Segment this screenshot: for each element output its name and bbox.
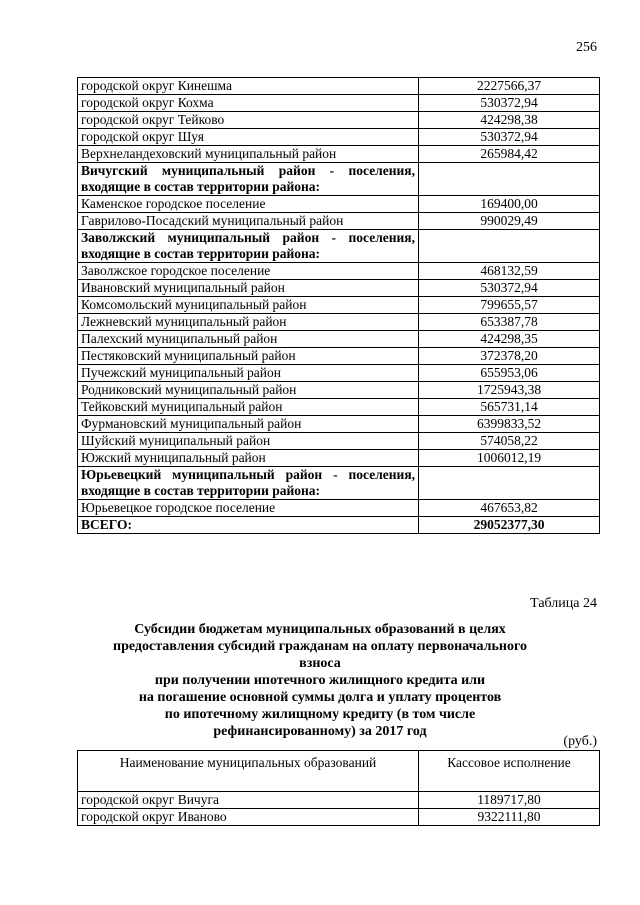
amount-value: 1189717,80	[419, 792, 600, 809]
table-row	[78, 196, 600, 213]
amount-value: 1725943,38	[419, 382, 600, 399]
municipality-name: Комсомольский муниципальный район	[78, 297, 419, 314]
table-row	[78, 314, 600, 331]
amount-value: 2227566,37	[419, 78, 600, 95]
table-row	[78, 382, 600, 399]
table-row	[78, 263, 600, 280]
table-row	[78, 500, 600, 517]
mortgage-subsidy-table-body	[78, 792, 600, 826]
amount-value: 424298,35	[419, 331, 600, 348]
amount-value: 530372,94	[419, 95, 600, 112]
table-title-line: рефинансированному) за 2017 год	[213, 724, 427, 739]
municipality-name: Вичугский муниципальный район - поселения, входящие в состав территории района:	[78, 163, 419, 196]
amount-value: 424298,38	[419, 112, 600, 129]
amount-value: 530372,94	[419, 129, 600, 146]
municipality-name: Верхнеландеховский муниципальный район	[78, 146, 419, 163]
municipality-name: городской округ Вичуга	[78, 792, 419, 809]
table-row	[78, 297, 600, 314]
amount-value: 655953,06	[419, 365, 600, 382]
municipality-name: Фурмановский муниципальный район	[78, 416, 419, 433]
page-number: 256	[576, 40, 597, 55]
municipality-name: Ивановский муниципальный район	[78, 280, 419, 297]
municipality-name: Шуйский муниципальный район	[78, 433, 419, 450]
amount-value: 467653,82	[419, 500, 600, 517]
amount-value: 372378,20	[419, 348, 600, 365]
table-row	[78, 348, 600, 365]
municipality-name: Юрьевецкое городское поселение	[78, 500, 419, 517]
amount-value: 9322111,80	[419, 809, 600, 826]
municipality-name: городской округ Кинешма	[78, 78, 419, 95]
header-cash-execution: Кассовое исполнение	[419, 751, 600, 792]
municipality-name: городской округ Кохма	[78, 95, 419, 112]
mortgage-subsidy-table	[77, 750, 600, 826]
table-row	[78, 467, 600, 500]
table-row	[78, 95, 600, 112]
municipality-name: Каменское городское поселение	[78, 196, 419, 213]
amount-value: 799655,57	[419, 297, 600, 314]
table-row	[78, 517, 600, 534]
municipality-name: ВСЕГО:	[78, 517, 419, 534]
amount-value	[419, 467, 600, 500]
municipality-name: Пучежский муниципальный район	[78, 365, 419, 382]
table-row	[78, 129, 600, 146]
table-row	[78, 213, 600, 230]
amount-value: 1006012,19	[419, 450, 600, 467]
amount-value: 530372,94	[419, 280, 600, 297]
table-title-line: Субсидии бюджетам муниципальных образований в целях	[134, 622, 506, 637]
municipality-name: Заволжское городское поселение	[78, 263, 419, 280]
amount-value: 29052377,30	[419, 517, 600, 534]
amount-value: 265984,42	[419, 146, 600, 163]
amount-value	[419, 230, 600, 263]
table-row	[78, 365, 600, 382]
table-title-line: при получении ипотечного жилищного кредита или	[154, 673, 486, 688]
table-title-line: на погашение основной суммы долга и уплату процентов	[138, 690, 502, 705]
municipality-name: Южский муниципальный район	[78, 450, 419, 467]
municipality-name: городской округ Тейково	[78, 112, 419, 129]
municipality-name: Родниковский муниципальный район	[78, 382, 419, 399]
subsidy-table-body	[78, 78, 600, 534]
table-row	[78, 163, 600, 196]
amount-value: 990029,49	[419, 213, 600, 230]
amount-value	[419, 163, 600, 196]
municipality-name: Палехский муниципальный район	[78, 331, 419, 348]
municipality-name: городской округ Иваново	[78, 809, 419, 826]
table-row	[78, 399, 600, 416]
table-title-line: по ипотечному жилищному кредиту (в том числе	[164, 707, 476, 722]
table-title-line: предоставления субсидий гражданам на оплату первоначального взноса	[113, 639, 527, 671]
municipality-name: Лежневский муниципальный район	[78, 314, 419, 331]
municipality-name: Тейковский муниципальный район	[78, 399, 419, 416]
municipality-name: Гаврилово-Посадский муниципальный район	[78, 213, 419, 230]
municipality-name: городской округ Шуя	[78, 129, 419, 146]
table-row	[78, 809, 600, 826]
table-row	[78, 112, 600, 129]
table-row	[78, 230, 600, 263]
subsidy-table-continued	[77, 77, 600, 534]
amount-value: 169400,00	[419, 196, 600, 213]
amount-value: 653387,78	[419, 314, 600, 331]
table-row	[78, 792, 600, 809]
table-row	[78, 146, 600, 163]
table-row	[78, 78, 600, 95]
amount-value: 468132,59	[419, 263, 600, 280]
municipality-name: Заволжский муниципальный район - поселения, входящие в состав территории района:	[78, 230, 419, 263]
header-municipality: Наименование муниципальных образований	[78, 751, 419, 792]
table-title	[110, 621, 530, 740]
municipality-name: Пестяковский муниципальный район	[78, 348, 419, 365]
table-row	[78, 416, 600, 433]
table-row	[78, 450, 600, 467]
municipality-name: Юрьевецкий муниципальный район - поселения, входящие в состав территории района:	[78, 467, 419, 500]
table-row	[78, 280, 600, 297]
table-header-row	[78, 751, 600, 792]
amount-value: 574058,22	[419, 433, 600, 450]
currency-unit: (руб.)	[563, 734, 597, 749]
table-label: Таблица 24	[530, 596, 597, 611]
amount-value: 565731,14	[419, 399, 600, 416]
table-row	[78, 331, 600, 348]
table-row	[78, 433, 600, 450]
amount-value: 6399833,52	[419, 416, 600, 433]
